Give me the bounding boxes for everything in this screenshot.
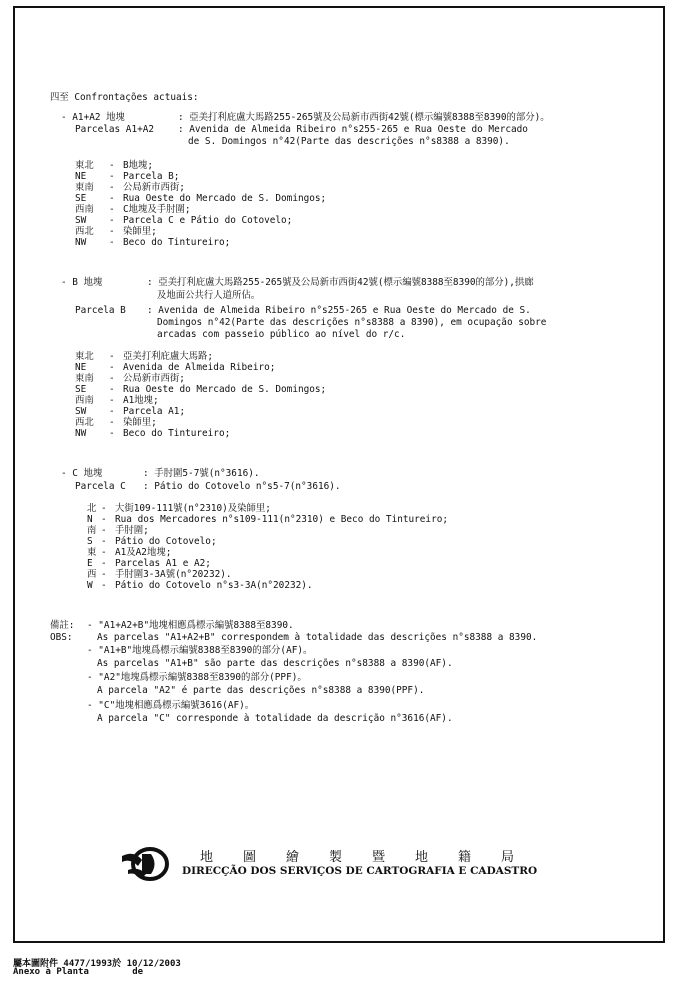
- section-b-desc-cn-2: 及地面公共行人道所佔。: [157, 290, 261, 301]
- note-line: A parcela "C" corresponde à totalidade da descrição n°3616(AF).: [97, 713, 453, 724]
- agency-logo-icon: [120, 844, 176, 884]
- heading: 四至 Confrontações actuais:: [50, 92, 199, 103]
- boundary-row: 西 - 手肘圍3-3A號(n°20232).: [87, 569, 232, 580]
- note-line: As parcelas "A1+A2+B" correspondem à totalidade das descrições n°s8388 a 8390.: [97, 632, 538, 643]
- boundary-row: W - Pátio do Cotovelo n°s3-3A(n°20232).: [87, 580, 313, 591]
- boundary-row: SW - Parcela A1;: [75, 406, 186, 417]
- section-c-boundaries: [87, 503, 448, 591]
- section-c-label-cn: - C 地塊: [61, 468, 103, 479]
- boundary-row: S - Pátio do Cotovelo;: [87, 536, 217, 547]
- section-a-desc-cn: : 亞美打利庇盧大馬路255-265號及公局新市西街42號(標示編號8388至8390的部分)。: [178, 112, 550, 123]
- boundary-row: NW - Beco do Tintureiro;: [75, 237, 231, 248]
- boundary-row: SW - Parcela C e Pátio do Cotovelo;: [75, 215, 293, 226]
- section-b-boundaries: [75, 351, 326, 439]
- section-a-label-pt: Parcelas A1+A2: [75, 124, 155, 135]
- note-line: A parcela "A2" é parte das descrições n°s8388 a 8390(PPF).: [97, 685, 425, 696]
- agency-name-cn: 地圖繪製暨地籍局: [200, 850, 545, 865]
- note-line: - "A1+B"地塊爲標示編號8388至8390的部分(AF)。: [87, 645, 313, 656]
- section-c-desc-cn: : 手肘圍5-7號(n°3616).: [143, 468, 260, 479]
- boundary-row: 西南 - C地塊及手肘圍;: [75, 204, 191, 215]
- boundary-row: 西北 - 染師里;: [75, 226, 157, 237]
- section-b-desc-cn-1: : 亞美打利庇盧大馬路255-265號及公局新市西街42號(標示編號8388至8390的部分),拱廊: [147, 277, 534, 288]
- section-a-desc-pt-1: : Avenida de Almeida Ribeiro n°s255-265 e Rua Oeste do Mercado: [178, 124, 528, 135]
- boundary-row: 西南 - A1地塊;: [75, 395, 159, 406]
- footer-annex-pt: Anexo à Planta de: [13, 967, 144, 977]
- boundary-row: 東北 - 亞美打利庇盧大馬路;: [75, 351, 214, 362]
- agency-block: [120, 842, 560, 892]
- boundary-row: SE - Rua Oeste do Mercado de S. Domingos;: [75, 384, 327, 395]
- boundary-row: 北 - 大街109-111號(n°2310)及染師里;: [87, 503, 271, 514]
- note-line: - "A2"地塊爲標示編號8388至8390的部分(PPF)。: [87, 672, 307, 683]
- boundary-row: NE - Parcela B;: [75, 171, 180, 182]
- section-a-desc-pt-2: de S. Domingos n°42(Parte das descrições n°s8388 a 8390).: [188, 136, 510, 147]
- boundary-row: 南 - 手肘圍;: [87, 525, 149, 536]
- boundary-row: E - Parcelas A1 e A2;: [87, 558, 211, 569]
- section-a-label-cn: - A1+A2 地塊: [61, 112, 125, 123]
- footer-annex-cn: 屬本圖附件 4477/1993於 10/12/2003: [13, 959, 181, 969]
- section-c-label-pt: Parcela C: [75, 481, 126, 492]
- section-b-label-cn: - B 地塊: [61, 277, 103, 288]
- agency-name-pt: DIRECÇÃO DOS SERVIÇOS DE CARTOGRAFIA E CADASTRO: [182, 865, 538, 877]
- section-b-desc-pt-1: : Avenida de Almeida Ribeiro n°s255-265 e Rua Oeste do Mercado de S.: [147, 305, 531, 316]
- notes-label-cn: 備註:: [50, 620, 75, 631]
- boundary-row: 西北 - 染師里;: [75, 417, 157, 428]
- notes-label-pt: OBS:: [50, 632, 73, 643]
- section-b-desc-pt-3: arcadas com passeio público ao nível do r/c.: [157, 329, 406, 340]
- boundary-row: N - Rua dos Mercadores n°s109-111(n°2310) e Beco do Tintureiro;: [87, 514, 449, 525]
- boundary-row: 東南 - 公局新市西街;: [75, 373, 185, 384]
- boundary-row: NE - Avenida de Almeida Ribeiro;: [75, 362, 276, 373]
- boundary-row: 東南 - 公局新市西街;: [75, 182, 185, 193]
- boundary-row: 東北 - B地塊;: [75, 160, 154, 171]
- boundary-row: NW - Beco do Tintureiro;: [75, 428, 231, 439]
- boundary-row: 東 - A1及A2地塊;: [87, 547, 172, 558]
- section-b-desc-pt-2: Domingos n°42(Parte das descrições n°s8388 a 8390), em ocupação sobre: [157, 317, 547, 328]
- section-c-desc-pt: : Pátio do Cotovelo n°s5-7(n°3616).: [143, 481, 341, 492]
- section-b-label-pt: Parcela B: [75, 305, 126, 316]
- note-line: - "A1+A2+B"地塊相應爲標示編號8388至8390.: [87, 620, 294, 631]
- note-line: As parcelas "A1+B" são parte das descrições n°s8388 a 8390(AF).: [97, 658, 453, 669]
- boundary-row: SE - Rua Oeste do Mercado de S. Domingos;: [75, 193, 327, 204]
- section-a-boundaries: [75, 160, 326, 248]
- note-line: - "C"地塊相應爲標示編號3616(AF)。: [87, 700, 255, 711]
